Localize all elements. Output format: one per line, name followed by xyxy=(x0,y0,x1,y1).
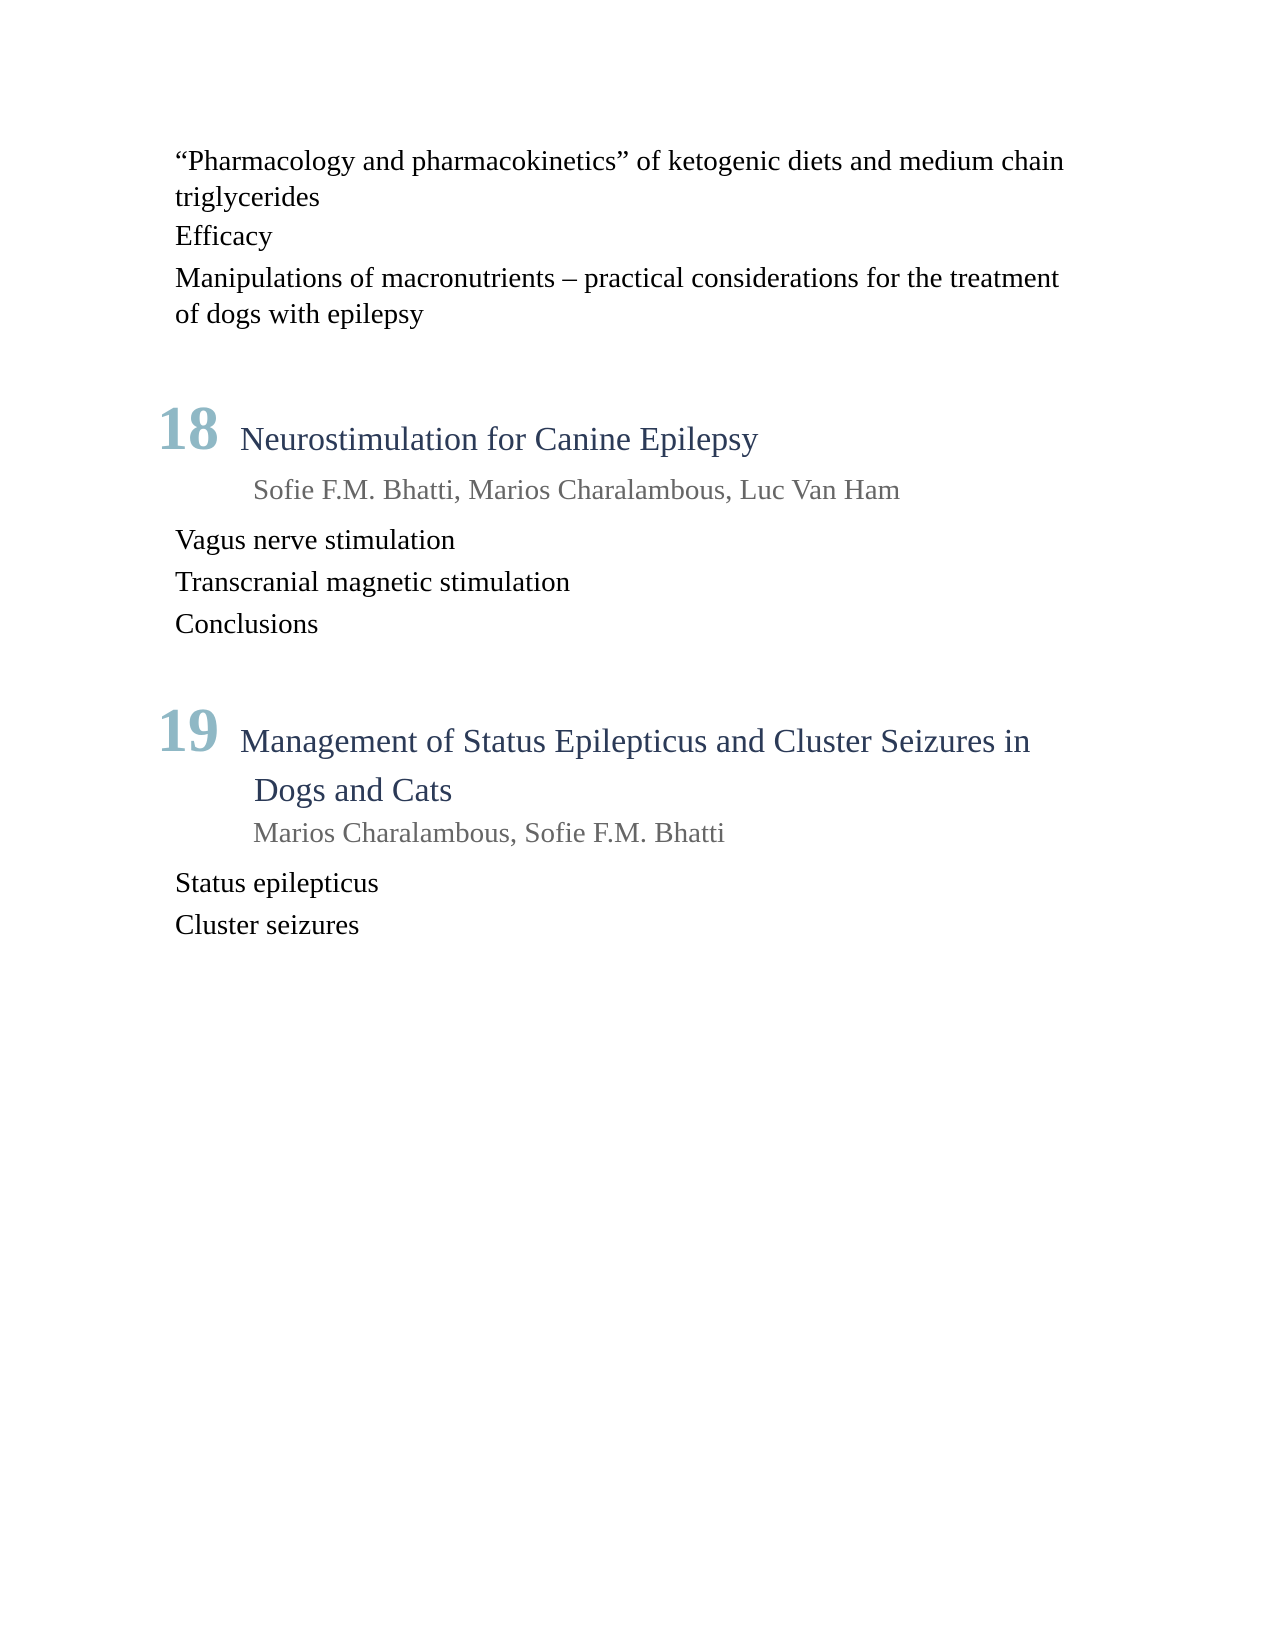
toc-section-entry[interactable]: Vagus nerve stimulation xyxy=(175,524,456,556)
toc-section-entry[interactable]: Status epilepticus xyxy=(175,867,379,899)
toc-section-entry[interactable]: Manipulations of macronutrients – practical considerations for the treatment of dogs with epilepsy xyxy=(175,262,1060,330)
chapter-title[interactable]: Neurostimulation for Canine Epilepsy xyxy=(240,421,759,458)
toc-section-entry[interactable]: Efficacy xyxy=(175,220,273,252)
chapter-title-line: Management of Status Epilepticus and Cluster Seizures in xyxy=(240,723,1031,760)
toc-section-entry[interactable]: “Pharmacology and pharmacokinetics” of ketogenic diets and medium chain triglycerides xyxy=(175,145,1065,213)
toc-section-entry[interactable]: Cluster seizures xyxy=(175,909,360,941)
chapter-number: 19 xyxy=(157,697,219,765)
toc-section-entry[interactable]: Transcranial magnetic stimulation xyxy=(175,566,571,598)
chapter-title-line: Dogs and Cats xyxy=(254,772,453,809)
chapter-authors: Sofie F.M. Bhatti, Marios Charalambous, Luc Van Ham xyxy=(253,474,901,506)
chapter-title[interactable] xyxy=(240,717,1080,815)
toc-section-entry[interactable]: Conclusions xyxy=(175,608,319,640)
chapter-authors: Marios Charalambous, Sofie F.M. Bhatti xyxy=(253,817,726,849)
chapter-number: 18 xyxy=(157,395,219,463)
